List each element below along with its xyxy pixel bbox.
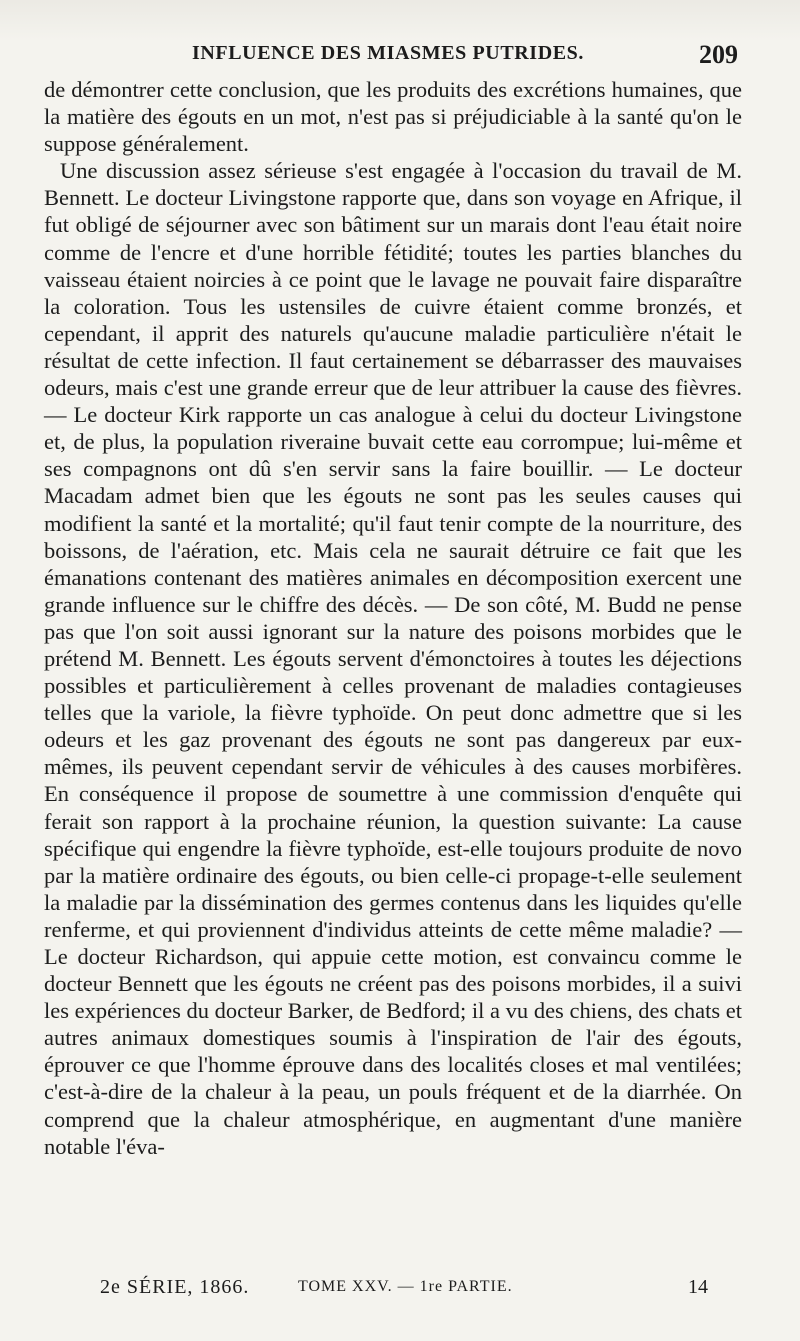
footer-signature-mark: 14 xyxy=(688,1276,708,1298)
footer-series: 2e SÉRIE, 1866. xyxy=(100,1276,250,1298)
running-title: INFLUENCE DES MIASMES PUTRIDES. xyxy=(192,42,584,64)
body-text xyxy=(44,76,742,1160)
running-header xyxy=(44,38,738,74)
paragraph-discussion: Une discussion assez sérieuse s'est engagée à l'occasion du travail de M. Bennett. Le docteur Livingstone rapporte que, dans son voyage en Afrique, il fut obligé de séjourner avec son bâtiment sur un marais dont l'eau était noire comme de l'encre et d'une horrible fétidité; toutes les parties blanches du vaisseau étaient noircies à ce point que le lavage ne pouvait faire disparaître la coloration. Tous les ustensiles de cuivre étaient comme bronzés, et cependant, il apprit des naturels qu'aucune maladie particulière n'était le résultat de cette infection. Il faut certainement se débarrasser des mauvaises odeurs, mais c'est une grande erreur que de leur attribuer la cause des fièvres. — Le docteur Kirk rapporte un cas analogue à celui du docteur Livingstone et, de plus, la population riveraine buvait cette eau corrompue; lui-même et ses compagnons ont dû s'en servir sans la faire bouillir. — Le docteur Macadam admet bien que les égouts ne sont pas les seules causes qui modifient la santé et la mortalité; qu'il faut tenir compte de la nourriture, des boissons, de l'aération, etc. Mais cela ne saurait détruire ce fait que les émanations contenant des matières animales en décomposition exercent une grande influence sur le chiffre des décès. — De son côté, M. Budd ne pense pas que l'on soit aussi ignorant sur la nature des poisons morbides que le prétend M. Bennett. Les égouts servent d'émonctoires à toutes les déjections possibles et particulièrement à celles provenant de maladies contagieuses telles que la variole, la fièvre typhoïde. On peut donc admettre que si les odeurs et les gaz provenant des égouts ne sont pas dangereux par eux-mêmes, ils peuvent cependant servir de véhicules à des causes morbifères. En conséquence il propose de soumettre à une commission d'enquête qui ferait son rapport à la prochaine réunion, la question suivante: La cause spécifique qui engendre la fièvre typhoïde, est-elle toujours produite de novo par la matière ordinaire des égouts, ou bien celle-ci propage-t-elle seulement la maladie par la dissémination des germes contenus dans les liquides qu'elle renferme, et qui proviennent d'individus atteints de cette même maladie? — Le docteur Richardson, qui appuie cette motion, est convaincu comme le docteur Bennett que les égouts ne créent pas des poisons morbides, il a suivi les expériences du docteur Barker, de Bedford; il a vu des chiens, des chats et autres animaux domestiques soumis à l'inspiration de l'air des égouts, éprouver ce que l'homme éprouve dans des localités closes et mal ventilées; c'est-à-dire de la chaleur à la peau, un pouls fréquent et de la diarrhée. On comprend que la chaleur atmosphérique, en augmentant d'une manière notable l'éva- xyxy=(44,158,742,1159)
footer-tome: TOME XXV. — 1re PARTIE. xyxy=(298,1278,513,1295)
bleed-through-shading xyxy=(0,0,800,40)
paragraph-continuation: de démontrer cette conclusion, que les produits des excrétions humaines, que la matière des égouts en un mot, n'est pas si préjudiciable à la santé qu'on le suppose généralement. xyxy=(44,77,742,157)
page-number: 209 xyxy=(699,40,738,69)
page-footer xyxy=(100,1276,720,1306)
